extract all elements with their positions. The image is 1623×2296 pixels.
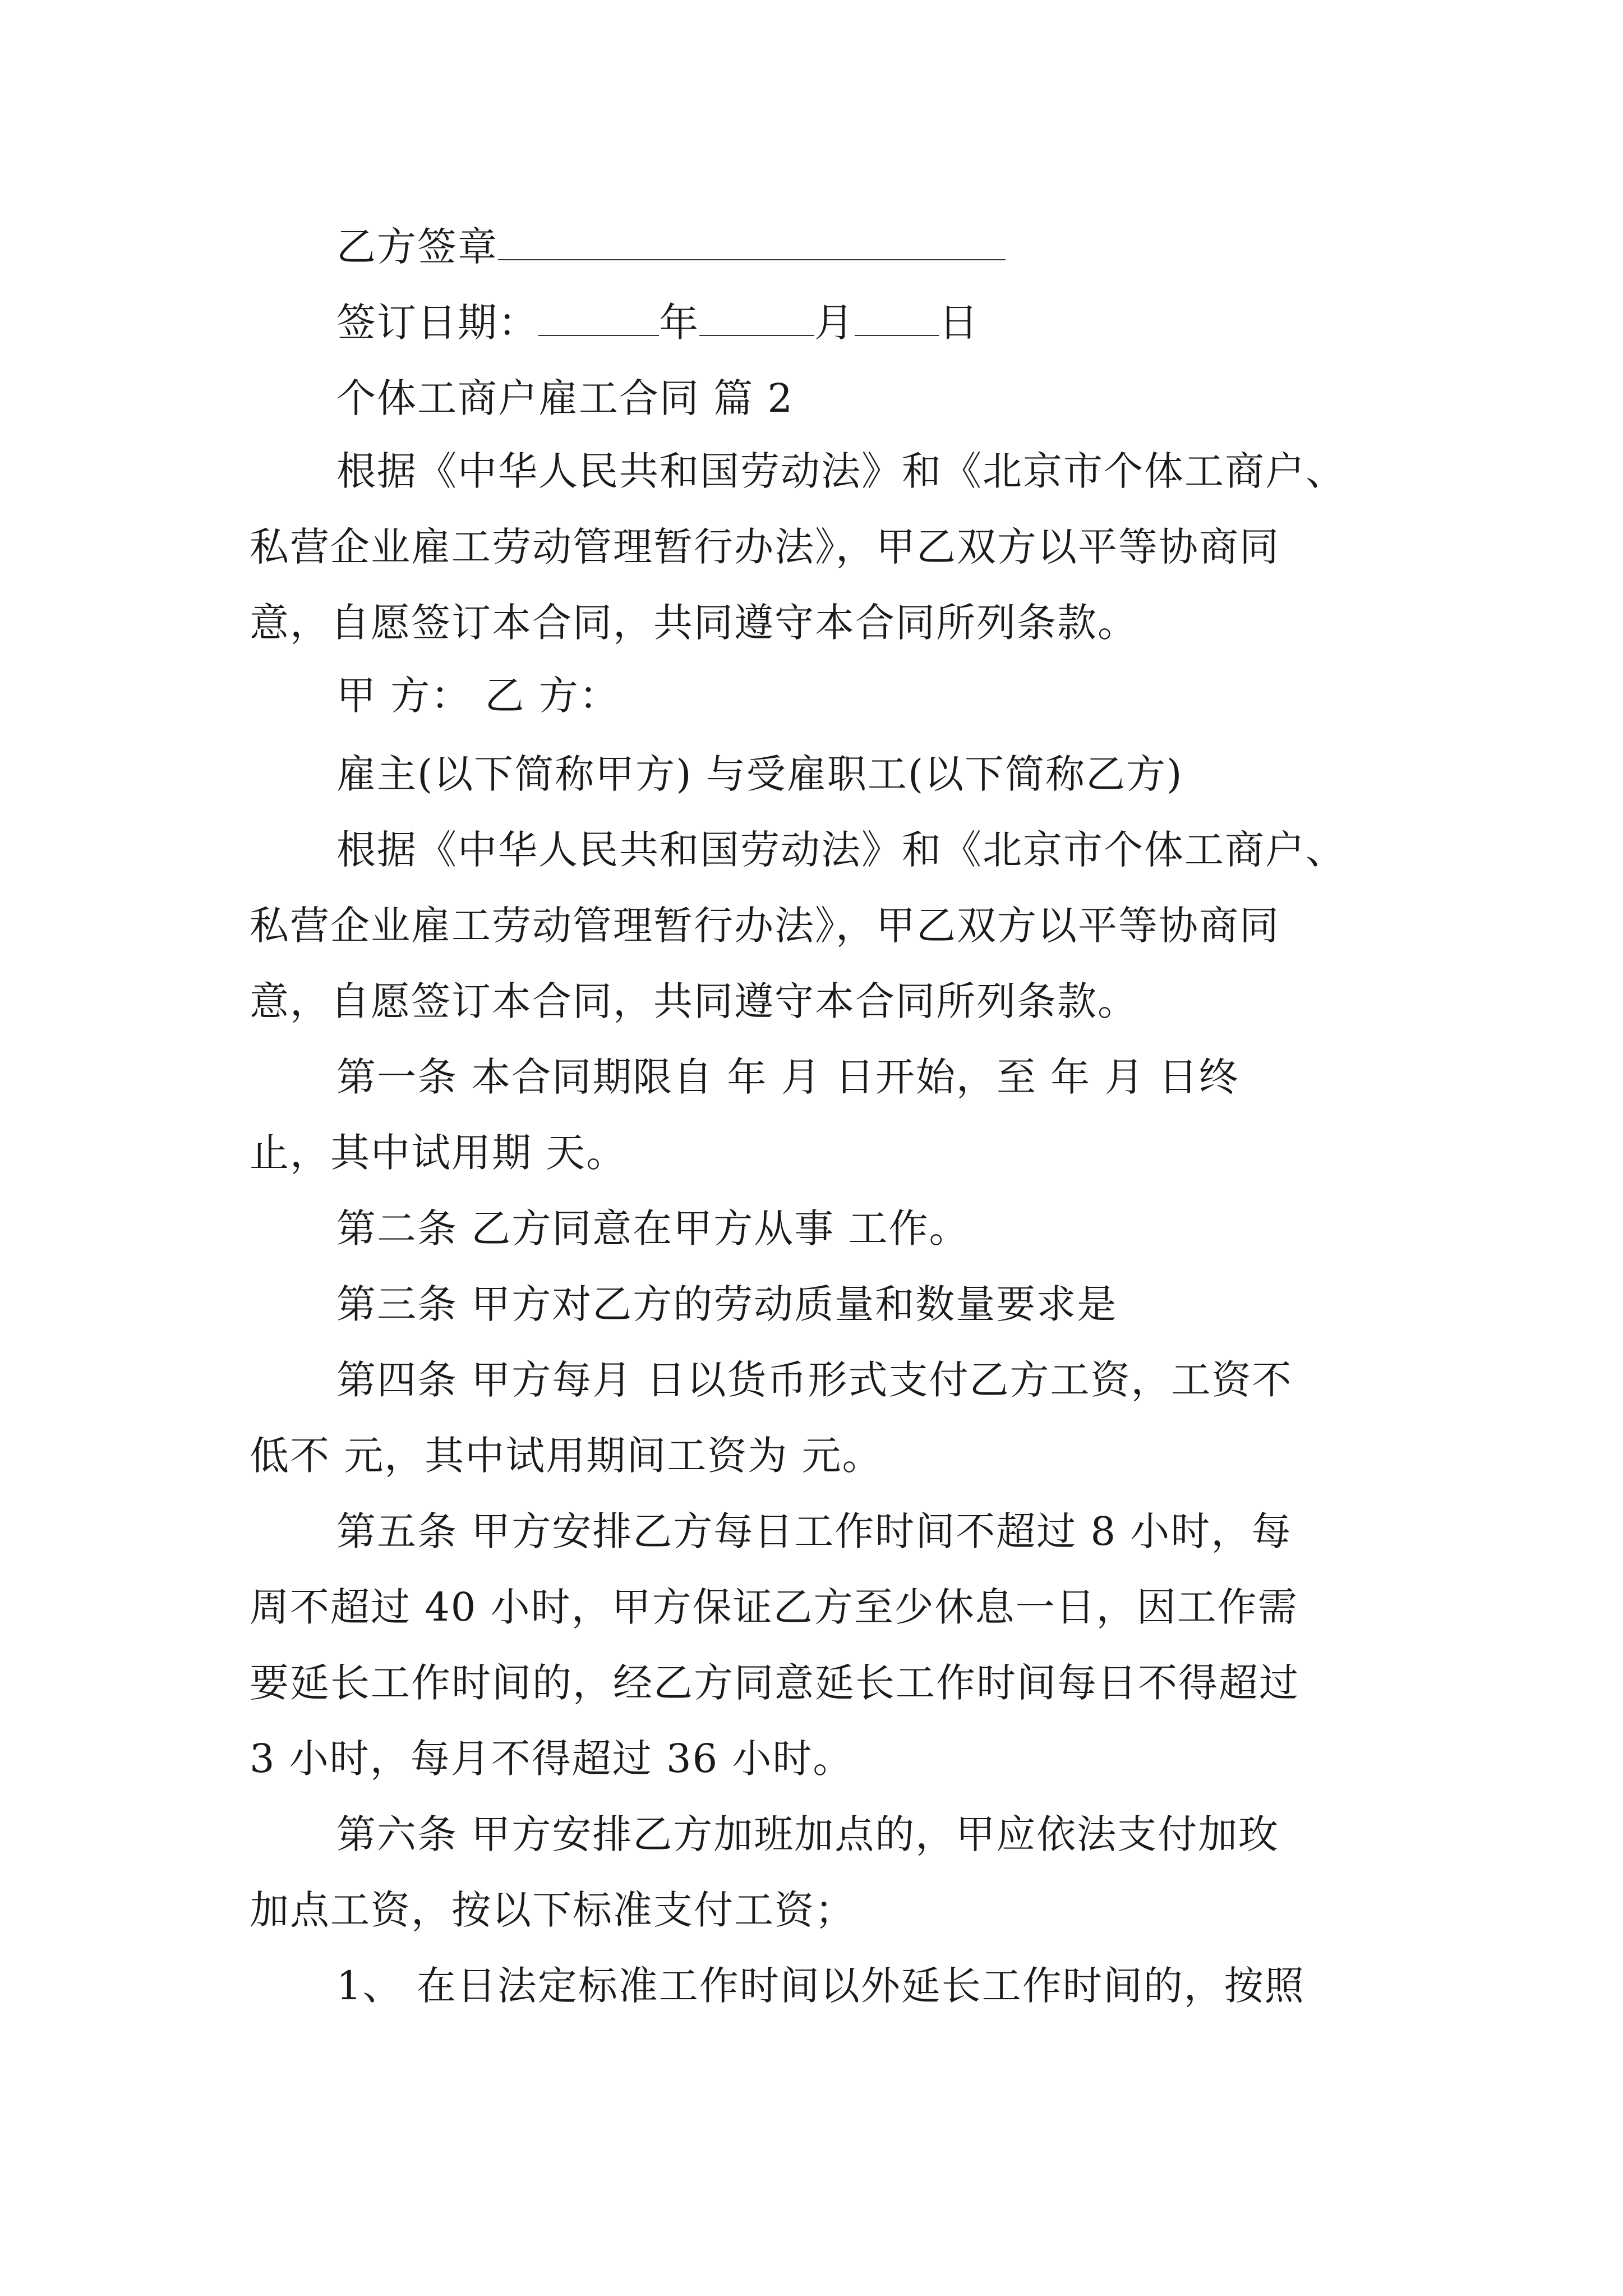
month-label: 月 (814, 300, 855, 346)
signature-b-line (336, 219, 1006, 275)
employer-employee-line: 雇主(以下简称甲方) 与受雇职工(以下简称乙方) (336, 751, 1183, 797)
intro-1-line-2: 私营企业雇工劳动管理暂行办法》，甲乙双方以平等协商同 (250, 524, 1280, 570)
intro-2-line-2: 私营企业雇工劳动管理暂行办法》，甲乙双方以平等协商同 (250, 903, 1280, 949)
intro-1-line-1: 根据《中华人民共和国劳动法》和《北京市个体工商户、 (336, 448, 1346, 494)
sign-date-label: 签订日期： (336, 300, 538, 346)
article-2: 第二条 乙方同意在甲方从事 工作。 (336, 1205, 970, 1251)
article-1-line-2: 止，其中试用期 天。 (250, 1130, 627, 1176)
article-5-line-4: 3 小时，每月不得超过 36 小时。 (250, 1736, 854, 1782)
article-4-line-1: 第四条 甲方每月 日以货币形式支付乙方工资，工资不 (336, 1357, 1293, 1403)
intro-2-line-3: 意，自愿签订本合同，共同遵守本合同所列条款。 (250, 978, 1138, 1024)
month-blank (699, 300, 814, 336)
section-heading: 个体工商户雇工合同 篇 2 (336, 375, 794, 421)
article-6-line-1: 第六条 甲方安排乙方加班加点的，甲应依法支付加玫 (336, 1811, 1279, 1857)
article-3: 第三条 甲方对乙方的劳动质量和数量要求是 (336, 1281, 1118, 1327)
year-label: 年 (659, 300, 699, 346)
parties-line: 甲 方： 乙 方： (336, 673, 620, 719)
intro-1-line-3: 意，自愿签订本合同，共同遵守本合同所列条款。 (250, 600, 1138, 646)
article-4-line-2: 低不 元，其中试用期间工资为 元。 (250, 1433, 883, 1479)
year-blank (538, 300, 659, 336)
article-1-line-1: 第一条 本合同期限自 年 月 日开始，至 年 月 日终 (336, 1054, 1239, 1100)
signature-b-label: 乙方签章 (336, 224, 498, 270)
sign-date-line (336, 295, 979, 351)
article-5-line-1: 第五条 甲方安排乙方每日工作时间不超过 8 小时，每 (336, 1508, 1292, 1554)
article-6-line-2: 加点工资，按以下标准支付工资； (250, 1887, 855, 1933)
day-label: 日 (939, 300, 979, 346)
article-5-line-3: 要延长工作时间的，经乙方同意延长工作时间每日不得超过 (250, 1660, 1299, 1706)
day-blank (855, 300, 939, 336)
intro-2-line-1: 根据《中华人民共和国劳动法》和《北京市个体工商户、 (336, 827, 1346, 873)
article-5-line-2: 周不超过 40 小时，甲方保证乙方至少休息一日，因工作需 (250, 1584, 1298, 1630)
signature-b-blank (498, 224, 1006, 260)
item-1-line: 1、 在日法定标准工作时间以外延长工作时间的，按照 (336, 1963, 1305, 2009)
